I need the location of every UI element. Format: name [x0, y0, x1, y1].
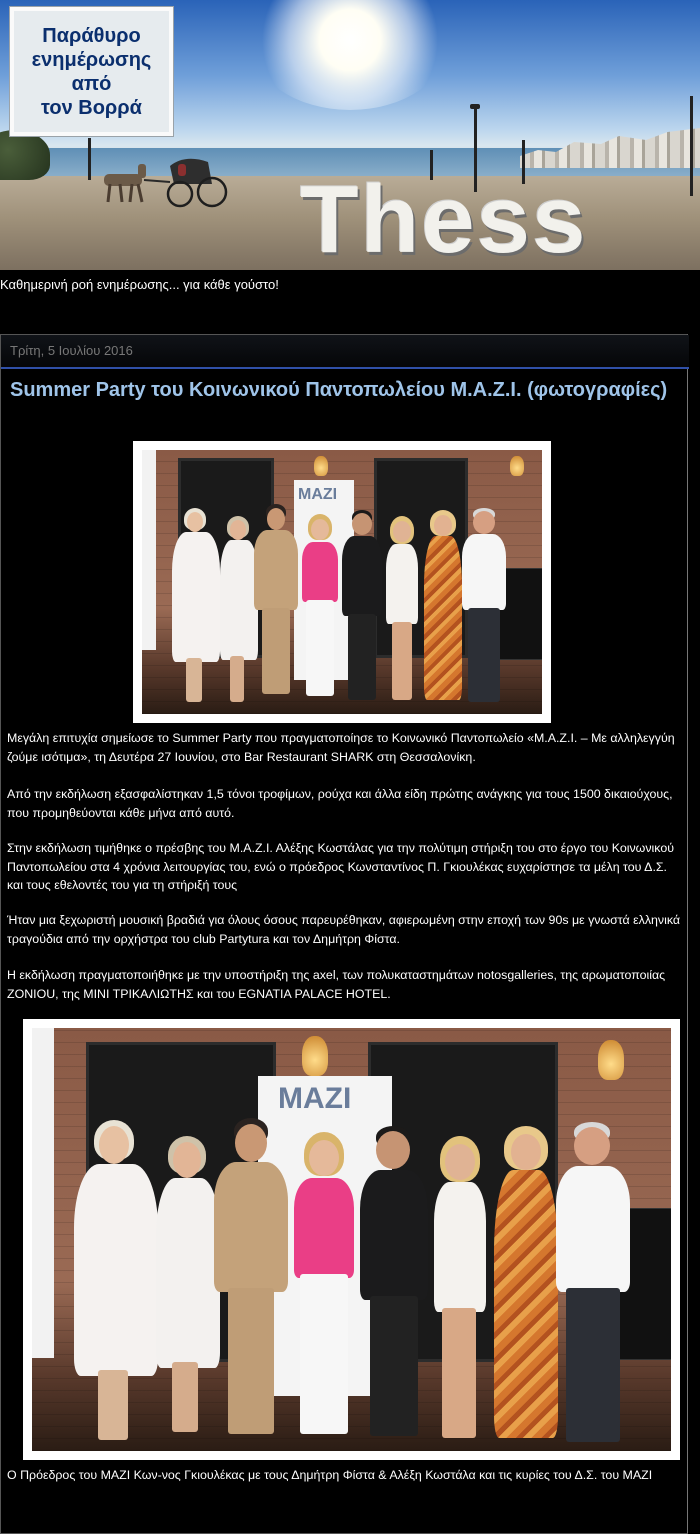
pendant-lamp	[302, 1036, 328, 1076]
person	[208, 1118, 294, 1444]
horse-carriage-illustration	[100, 150, 240, 210]
event-photo-1[interactable]	[133, 441, 551, 723]
person	[250, 504, 302, 704]
post-title[interactable]: Summer Party του Κοινωνικού Παντοπωλείου Μ.Α.Ζ.Ι. (φωτογραφίες)	[10, 379, 668, 401]
pendant-lamp	[598, 1040, 624, 1080]
logo-title: Παράθυρο ενημέρωσης από τον Βορρά	[31, 24, 152, 119]
photo-scene	[142, 450, 542, 714]
lamp-post	[690, 96, 693, 196]
person	[550, 1122, 636, 1448]
person	[284, 1132, 364, 1444]
blog-logo[interactable]	[10, 7, 173, 136]
sun-glow	[250, 0, 450, 110]
wall-shelf	[142, 450, 156, 650]
person	[354, 1126, 434, 1444]
pendant-lamp	[510, 456, 524, 476]
date-header-bar	[1, 335, 689, 369]
person	[458, 508, 510, 708]
lamp-head	[470, 104, 480, 109]
blog-tagline: Καθημερινή ροή ενημέρωσης... για κάθε γούστο!	[0, 277, 279, 292]
post-paragraph: Στην εκδήλωση τιμήθηκε ο πρέσβης του Μ.Α.Ζ.Ι. Αλέξης Κωστάλας για την πολύτιμη στήριξη του στο έργο του Κοινωνικού Παντοπωλείου στα 4 χρόνια λειτουργίας του, ενώ ο πρόεδρος Κωνσταντίνος Π. Γκιουλέκας ευχαρίστησε τα μέλη του Δ.Σ. και τους εθελοντές του για τη στήριξή τους	[7, 841, 675, 892]
post-paragraph: Από την εκδήλωση εξασφαλίστηκαν 1,5 τόνοι τροφίμων, ρούχα και άλλα είδη πρώτης ανάγκης για τους 1500 δικαιούχους, που προμηθεύονται κάθε μήνα από αυτό.	[7, 787, 673, 820]
person	[338, 510, 386, 706]
lamp-post	[88, 138, 91, 180]
photo-caption: Ο Πρόεδρος του ΜΑΖΙ Κων-νος Γκιουλέκας με τους Δημήτρη Φίστα & Αλέξη Κωστάλα και τις κυρίες του Δ.Σ. του ΜΑΖΙ	[7, 1468, 653, 1482]
post-paragraph: Μεγάλη επιτυχία σημείωσε το Summer Party που πραγματοποίησε το Κοινωνικό Παντοπωλείο «Μ.Α.Ζ.Ι. – Με αλληλεγγύη ζούμε ισότιμα», τη Δευτέρα 27 Ιουνίου, στο Bar Restaurant SHARK στη Θεσσαλονίκη.	[7, 731, 675, 764]
banner-logo-text: MAZI	[298, 486, 338, 503]
post-paragraph: Η εκδήλωση πραγματοποιήθηκε με την υποστήριξη της axel, των πολυκαταστημάτων notosgalleries, της αρωματοποιίας ΖΟΝΙΟU, της ΜΙΝΙ ΤΡΙΚΑΛΙΩΤΗΣ και του EGNATIA PALACE HOTEL.	[7, 968, 666, 1001]
post-paragraph: Ήταν μια ξεχωριστή μουσική βραδιά για όλους όσους παρευρέθηκαν, αφιερωμένη στην εποχή των 90s με γνωστά ελληνικά τραγούδια από την ορχήστρα του club Partytura και τον Δημήτρη Φίστα.	[7, 913, 681, 946]
wall-shelf	[32, 1028, 54, 1358]
event-photo-2[interactable]	[23, 1019, 680, 1460]
tree	[0, 130, 50, 180]
blog-header-banner[interactable]	[0, 0, 700, 270]
banner-logo-text: MAZI	[278, 1082, 352, 1115]
brand-watermark-word: Thess	[300, 174, 588, 266]
photo-scene	[32, 1028, 671, 1451]
pendant-lamp	[314, 456, 328, 476]
post-date: Τρίτη, 5 Ιουλίου 2016	[10, 343, 133, 358]
person	[296, 514, 344, 704]
